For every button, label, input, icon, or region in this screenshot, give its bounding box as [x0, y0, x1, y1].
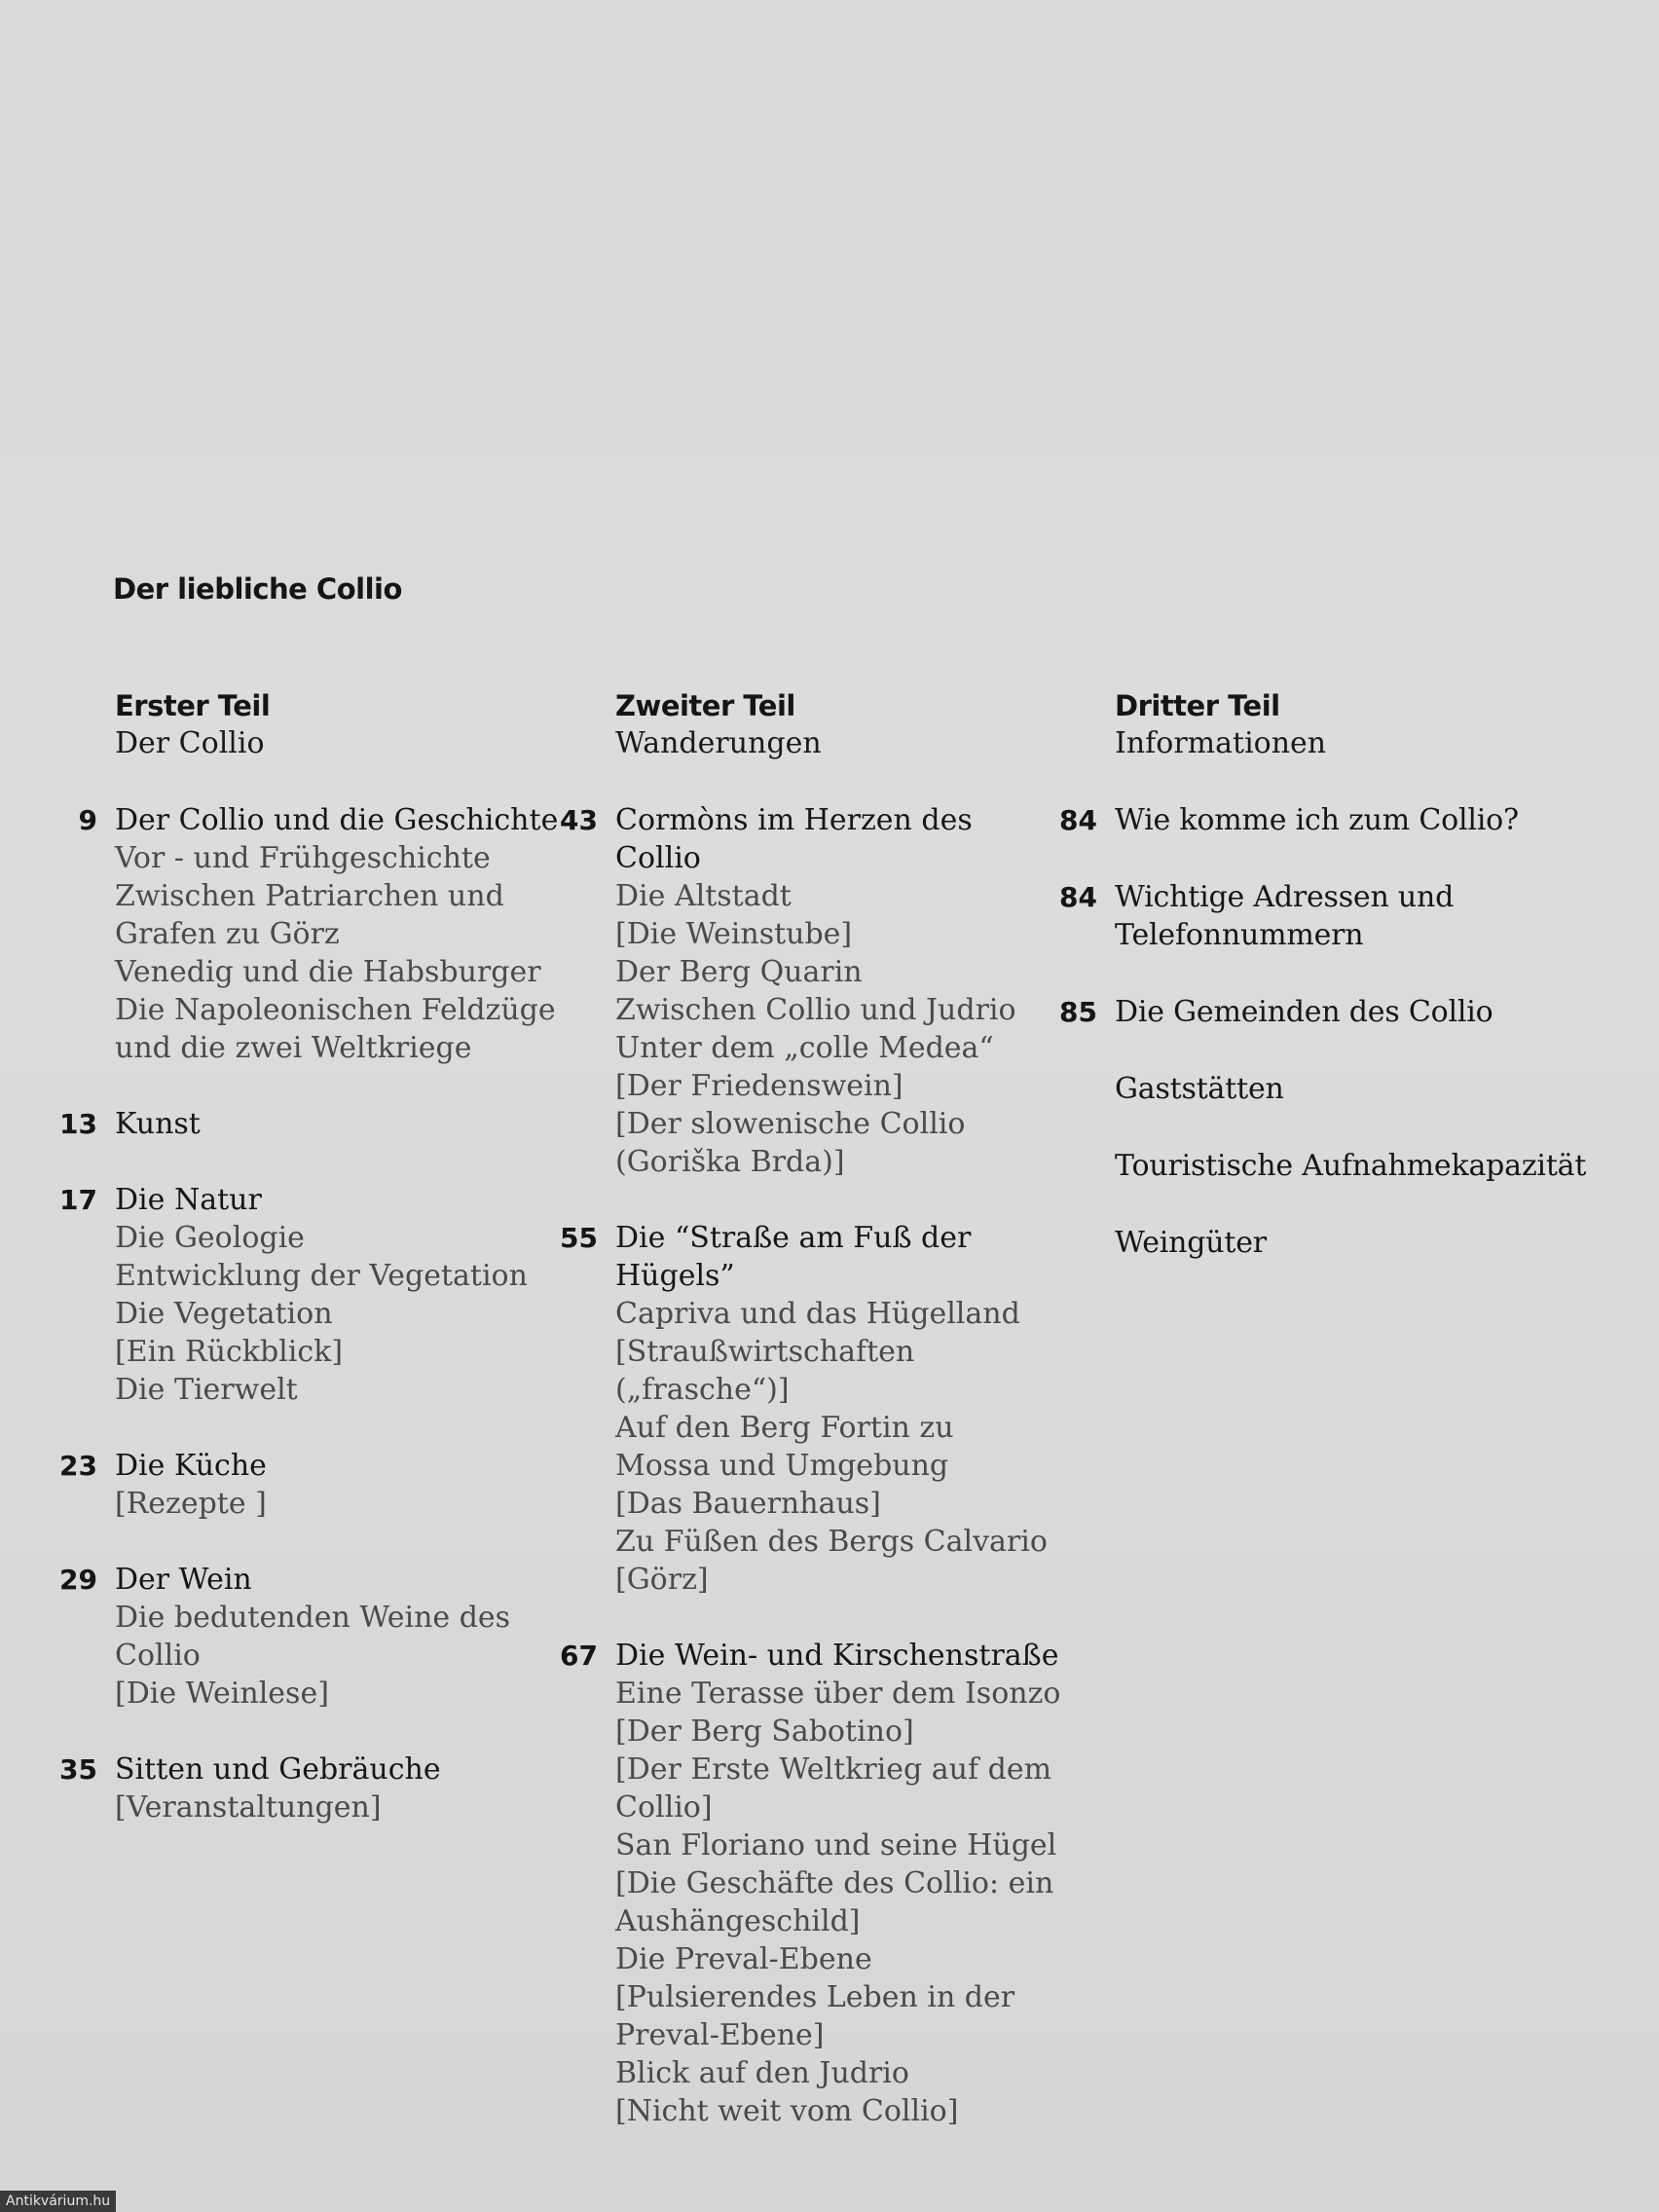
subsection-item: [Der Erste Weltkrieg auf dem — [615, 1752, 1052, 1787]
subsection-list — [115, 1485, 563, 1523]
entry-body — [1115, 1070, 1602, 1108]
subsection-item: Zwischen Patriarchen und — [115, 879, 504, 913]
subsection-item: [Veranstaltungen] — [115, 1790, 382, 1825]
toc-entry — [1056, 1147, 1602, 1185]
subsection-item: Eine Terasse über dem Isonzo — [615, 1677, 1061, 1711]
subsection-item: [Pulsierendes Leben in der — [615, 1980, 1015, 2014]
subsection-item: [Das Bauernhaus] — [615, 1487, 881, 1521]
subsection-list — [115, 1788, 563, 1826]
subsection-list — [615, 877, 1063, 1181]
toc-entry — [1056, 1224, 1602, 1262]
subsection-item: [Ein Rückblick] — [115, 1335, 344, 1369]
subsection-item: [Straußwirtschaften — [615, 1335, 915, 1369]
subsection-item: Grafen zu Görz — [115, 917, 340, 951]
chapter-title: Der Collio und die Geschichte — [115, 803, 559, 837]
entry-body — [1115, 993, 1602, 1031]
entry-body — [115, 1561, 563, 1713]
toc-entry — [1056, 801, 1602, 839]
chapter-title: Cormòns im Herzen des Collio — [615, 803, 973, 875]
page-number: 17 — [59, 1184, 97, 1216]
toc-column-part-1 — [56, 686, 563, 1864]
subsection-item: Blick auf den Judrio — [615, 2056, 909, 2090]
subsection-item: und die zwei Weltkriege — [115, 1031, 472, 1065]
subsection-list — [615, 1295, 1063, 1599]
subsection-item: Preval-Ebene] — [615, 2018, 825, 2052]
toc-entry — [56, 1751, 563, 1826]
subsection-item: Auf den Berg Fortin zu — [615, 1411, 954, 1445]
subsection-item: [Die Geschäfte des Collio: ein — [615, 1866, 1054, 1900]
subsection-item: Die Geologie — [115, 1221, 305, 1255]
subsection-item: Zu Füßen des Bergs Calvario — [615, 1525, 1048, 1559]
chapter-title: Kunst — [115, 1107, 201, 1141]
toc-entry — [1056, 993, 1602, 1031]
subsection-item: [Der slowenische Collio — [615, 1107, 966, 1141]
subsection-item: Mossa und Umgebung — [615, 1449, 949, 1483]
subsection-item: [Rezepte ] — [115, 1487, 267, 1521]
chapter-title: Gaststätten — [1115, 1072, 1284, 1106]
toc-column-part-2 — [557, 686, 1063, 2168]
chapter-title: Die Küche — [115, 1449, 267, 1483]
subsection-item: San Floriano und seine Hügel — [615, 1828, 1057, 1862]
entry-body — [115, 801, 563, 1067]
chapter-title: Sitten und Gebräuche — [115, 1752, 441, 1787]
subsection-item: Die bedutenden Weine des — [115, 1601, 511, 1635]
page-number: 23 — [59, 1450, 97, 1482]
watermark: Antikvárium.hu — [0, 2191, 116, 2212]
page-number: 55 — [560, 1222, 598, 1254]
toc-entry — [56, 1561, 563, 1713]
subsection-item: [Görz] — [615, 1563, 709, 1597]
page-number: 84 — [1059, 804, 1097, 836]
part-label: Zweiter Teil — [615, 689, 795, 722]
page-number: 13 — [59, 1108, 97, 1140]
subsection-item: [Der Friedenswein] — [615, 1069, 903, 1103]
part-heading — [115, 686, 563, 762]
entry-body — [1115, 1224, 1602, 1262]
chapter-title: Touristische Aufnahmekapazität — [1115, 1149, 1587, 1183]
subsection-item: Zwischen Collio und Judrio — [615, 993, 1016, 1027]
part-name: Informationen — [1115, 726, 1327, 760]
chapter-title: Die Wein- und Kirschenstraße — [615, 1639, 1059, 1673]
page-number: 29 — [59, 1564, 97, 1596]
subsection-item: Die Altstadt — [615, 879, 792, 913]
chapter-title: Die Gemeinden des Collio — [1115, 995, 1493, 1029]
subsection-item: [Nicht weit vom Collio] — [615, 2094, 959, 2128]
subsection-item: [Die Weinstube] — [615, 917, 853, 951]
subsection-item: („frasche“)] — [615, 1373, 790, 1407]
part-name: Wanderungen — [615, 726, 822, 760]
entry-body — [615, 801, 1063, 1181]
toc-entry — [557, 801, 1063, 1181]
toc-entry — [56, 801, 563, 1067]
toc-column-part-3 — [1056, 686, 1602, 1301]
entry-body — [115, 1447, 563, 1523]
chapter-title: Die “Straße am Fuß der Hügels” — [615, 1221, 972, 1293]
chapter-title: Der Wein — [115, 1563, 252, 1597]
toc-entry — [56, 1447, 563, 1523]
page-number: 9 — [78, 804, 97, 836]
chapter-title: Weingüter — [1115, 1226, 1267, 1260]
part-heading — [1115, 686, 1602, 762]
page-number: 67 — [560, 1640, 598, 1672]
toc-entry — [56, 1181, 563, 1409]
subsection-item: Aushängeschild] — [615, 1904, 861, 1938]
subsection-item: [Der Berg Sabotino] — [615, 1714, 914, 1749]
entry-body — [1115, 801, 1602, 839]
subsection-item: Capriva und das Hügelland — [615, 1297, 1020, 1331]
entry-body — [115, 1181, 563, 1409]
toc-entry — [1056, 878, 1602, 954]
entry-body — [615, 1637, 1063, 2130]
subsection-item: Entwicklung der Vegetation — [115, 1259, 528, 1293]
chapter-title: Wie komme ich zum Collio? — [1115, 803, 1519, 837]
subsection-item: Collio — [115, 1639, 201, 1673]
subsection-item: Die Preval-Ebene — [615, 1942, 872, 1976]
subsection-item: (Goriška Brda)] — [615, 1145, 845, 1179]
chapter-title: Die Natur — [115, 1183, 262, 1217]
subsection-item: Die Tierwelt — [115, 1373, 298, 1407]
subsection-item: Die Napoleonischen Feldzüge — [115, 993, 556, 1027]
chapter-title: Wichtige Adressen und Telefonnummern — [1115, 880, 1455, 952]
toc-entry — [557, 1219, 1063, 1599]
subsection-item: Die Vegetation — [115, 1297, 333, 1331]
page-number: 43 — [560, 804, 598, 836]
part-label: Dritter Teil — [1115, 689, 1280, 722]
subsection-list — [115, 839, 563, 1067]
page-number: 35 — [59, 1753, 97, 1786]
subsection-item: Collio] — [615, 1790, 713, 1825]
toc-entry — [56, 1105, 563, 1143]
entry-body — [115, 1751, 563, 1826]
subsection-item: [Die Weinlese] — [115, 1677, 329, 1711]
subsection-list — [615, 1675, 1063, 2130]
subsection-list — [115, 1219, 563, 1409]
subsection-item: Der Berg Quarin — [615, 955, 863, 989]
subsection-item: Vor - und Frühgeschichte — [115, 841, 491, 875]
entry-body — [1115, 1147, 1602, 1185]
subsection-item: Unter dem „colle Medea“ — [615, 1031, 994, 1065]
subsection-list — [115, 1599, 563, 1713]
entry-body — [1115, 878, 1602, 954]
entry-body — [615, 1219, 1063, 1599]
toc-entry — [1056, 1070, 1602, 1108]
page-title: Der liebliche Collio — [113, 572, 402, 606]
toc-entry — [557, 1637, 1063, 2130]
page-number: 85 — [1059, 996, 1097, 1028]
part-label: Erster Teil — [115, 689, 271, 722]
part-name: Der Collio — [115, 726, 265, 760]
page-number: 84 — [1059, 881, 1097, 913]
entry-body — [115, 1105, 563, 1143]
part-heading — [615, 686, 1063, 762]
subsection-item: Venedig und die Habsburger — [115, 955, 541, 989]
